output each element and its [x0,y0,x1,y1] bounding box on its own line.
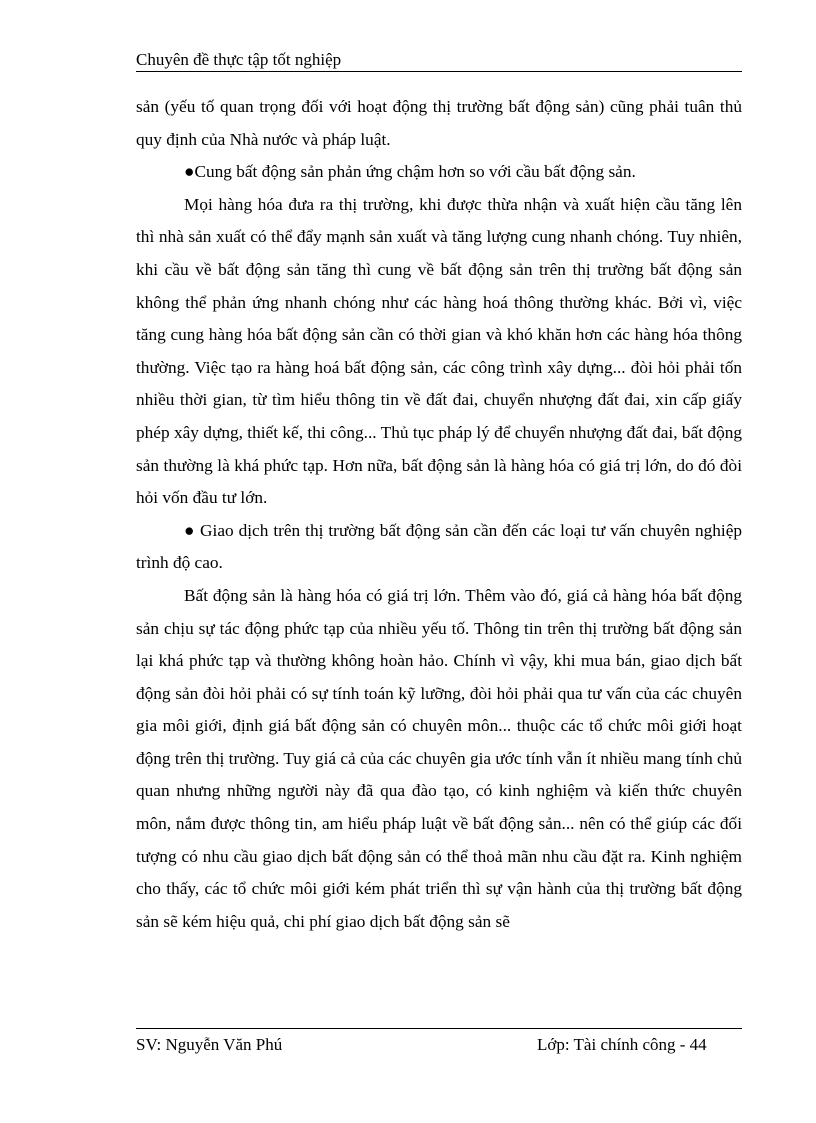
page-header [136,48,742,72]
paragraph-continuation: sản (yếu tố quan trọng đối với hoạt động thị trường bất động sản) cũng phải tuân thủ quy định của Nhà nước và pháp luật. [136,97,742,149]
document-body [136,91,742,938]
paragraph-advisory-explanation: Bất động sản là hàng hóa có giá trị lớn. Thêm vào đó, giá cả hàng hóa bất động sản chịu sự tác động phức tạp của nhiều yếu tố. Thông tin trên thị trường bất động sản lại khá phức tạp và thường không hoàn hảo. Chính vì vậy, khi mua bán, giao dịch bất động sản đòi hỏi phải có sự tính toán kỹ lưỡng, đòi hỏi phải qua tư vấn của các chuyên gia môi giới, định giá bất động sản có chuyên môn... thuộc các tổ chức môi giới hoạt động trên thị trường. Tuy giá cả của các chuyên gia ước tính vẫn ít nhiều mang tính chủ quan nhưng những người này đã qua đào tạo, có kinh nghiệm và kiến thức chuyên môn, nắm được thông tin, am hiểu pháp luật về bất động sản... nên có thể giúp các đối tượng có nhu cầu giao dịch bất động sản có thể thoả mãn nhu cầu đặt ra. Kinh nghiệm cho thấy, các tổ chức môi giới kém phát triển thì sự vận hành của thị trường bất động sản sẽ kém hiệu quả, chi phí giao dịch bất động sản sẽ [136,585,742,931]
footer-student-name: SV: Nguyễn Văn Phú [136,1035,283,1054]
bullet-advisory-services: ● Giao dịch trên thị trường bất động sản cần đến các loại tư vấn chuyên nghiệp trình độ cao. [136,520,742,573]
bullet-supply-response: ●Cung bất động sản phản ứng chậm hơn so với cầu bất động sản. [184,162,636,182]
header-title: Chuyên đề thực tập tốt nghiệp [136,50,342,69]
footer-class-page: Lớp: Tài chính công - 44 [537,1035,707,1054]
footer-divider [136,1028,742,1029]
paragraph-supply-explanation: Mọi hàng hóa đưa ra thị trường, khi được thừa nhận và xuất hiện cầu tăng lên thì nhà sản xuất có thể đẩy mạnh sản xuất và tăng lượng cung nhanh chóng. Tuy nhiên, khi cầu về bất động sản tăng thì cung về bất động sản trên thị trường bất động sản không thể phản ứng nhanh chóng như các hàng hoá thông thường khác. Bởi vì, việc tăng cung hàng hóa bất động sản cần có thời gian và khó khăn hơn các hàng hóa thông thường. Việc tạo ra hàng hoá bất động sản, các công trình xây dựng... đòi hỏi phải tốn nhiều thời gian, từ tìm hiểu thông tin về đất đai, chuyển nhượng đất đai, xin cấp giấy phép xây dựng, thiết kế, thi công... Thủ tục pháp lý để chuyển nhượng đất đai, bất động sản thường là khá phức tạp. Hơn nữa, bất động sản là hàng hóa có giá trị lớn, do đó đòi hỏi vốn đầu tư lớn. [136,194,742,508]
